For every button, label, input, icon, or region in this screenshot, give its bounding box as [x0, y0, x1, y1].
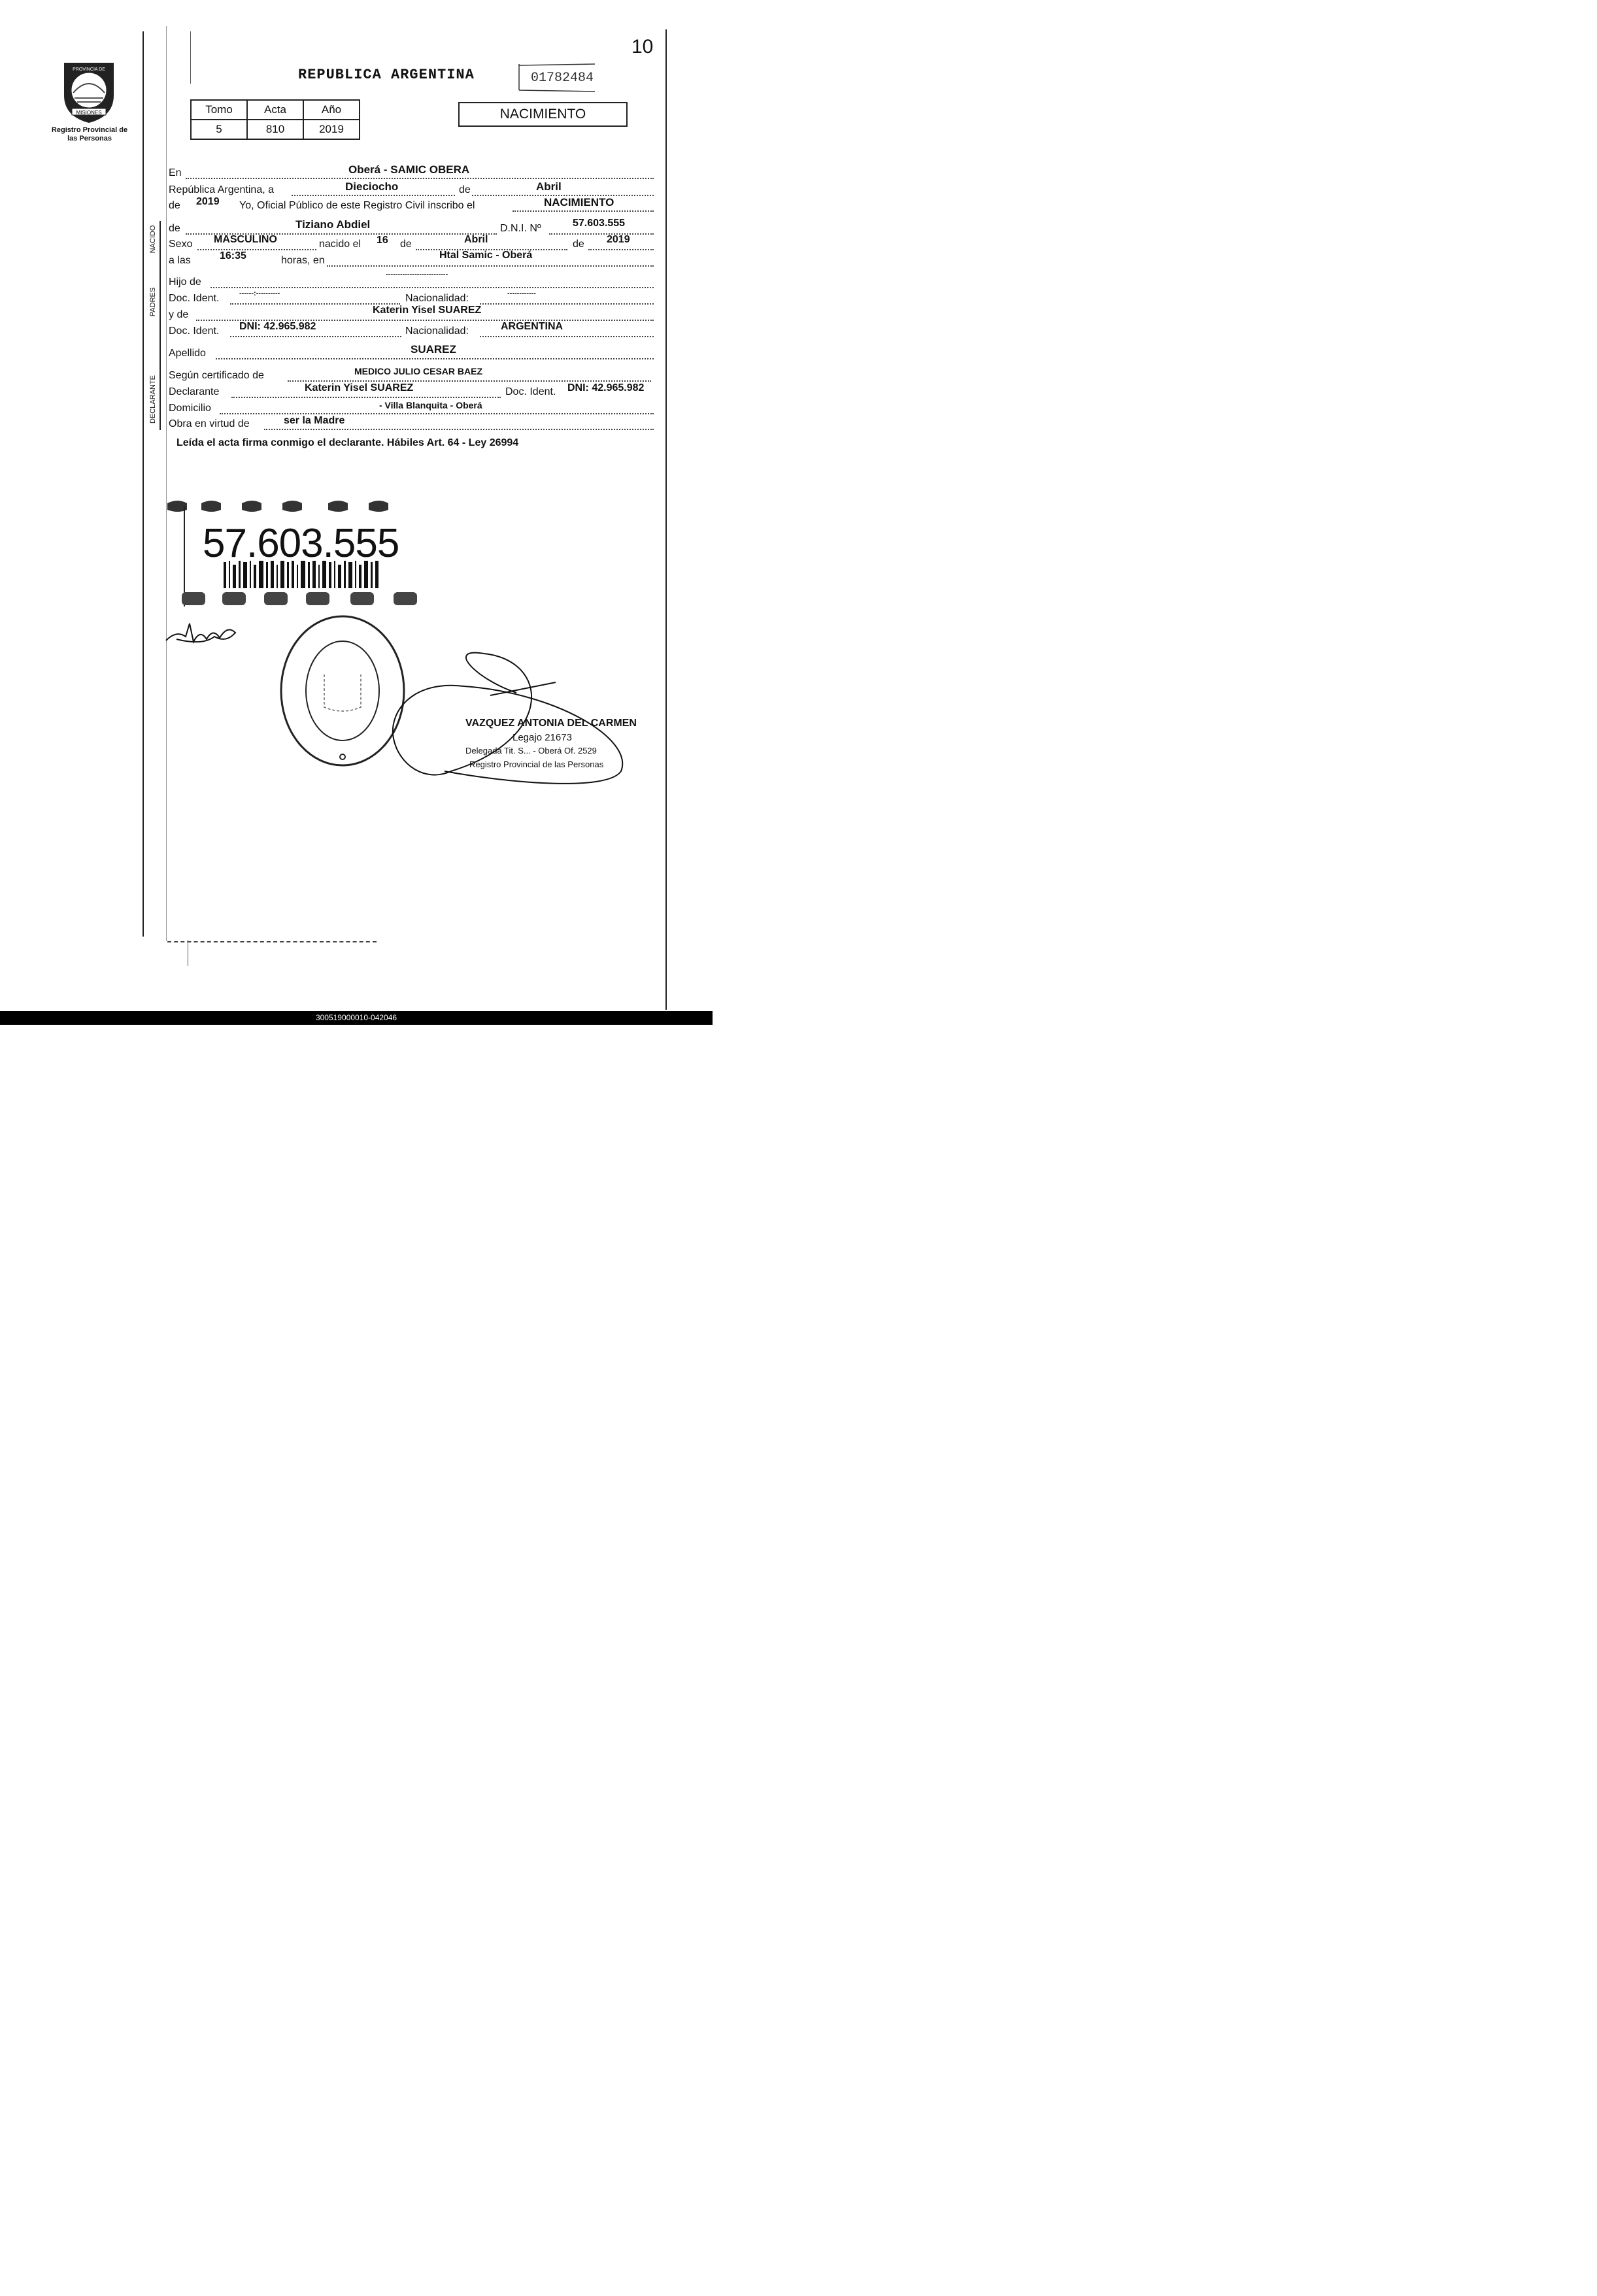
value-nac1: ------------ — [507, 290, 536, 297]
value-mes: Abril — [536, 180, 562, 193]
official-name: VAZQUEZ ANTONIA DEL CARMEN — [465, 718, 637, 729]
label-cert: Según certificado de — [169, 370, 264, 381]
inner-margin-line — [166, 26, 167, 941]
label-decl-doc: Doc. Ident. — [505, 386, 556, 397]
label-domicilio: Domicilio — [169, 403, 211, 414]
barcode-number: 57.603.555 — [203, 521, 399, 566]
logo-ring-text: PROVINCIA DE — [73, 67, 105, 72]
value-declarante: Katerin Yisel SUAREZ — [305, 382, 414, 393]
line-lugar — [327, 265, 654, 267]
value-nombre: Tiziano Abdiel — [295, 218, 371, 231]
label-nac1: Nacionalidad: — [405, 293, 469, 304]
official-legajo: Legajo 21673 — [513, 732, 572, 743]
side-label-declarante: DECLARANTE — [149, 375, 157, 424]
value-en: Oberá - SAMIC OBERA — [348, 163, 470, 176]
label-horas-en: horas, en — [281, 255, 325, 266]
anio-header: Año — [303, 100, 360, 120]
value-lugar: Htal Samic - Oberá — [439, 250, 533, 261]
label-doc1: Doc. Ident. — [169, 293, 220, 304]
value-doc2: DNI: 42.965.982 — [239, 321, 316, 332]
label-nac2: Nacionalidad: — [405, 325, 469, 337]
label-yde: y de — [169, 309, 189, 320]
label-de3: de — [169, 223, 180, 234]
inner-tick — [190, 31, 191, 84]
provincial-logo — [58, 56, 120, 124]
logo-band-text: MISIONES — [76, 110, 102, 116]
line-apellido — [216, 358, 654, 359]
side-label-nacido: NACIDO — [149, 225, 157, 254]
value-nac2: ARGENTINA — [501, 321, 563, 332]
label-de5: de — [573, 239, 584, 250]
official-registro: Registro Provincial de las Personas — [469, 759, 604, 769]
line-hijo — [210, 287, 654, 288]
line-sexo — [197, 249, 316, 250]
value-sexo: MASCULINO — [214, 234, 277, 245]
value-apellido: SUAREZ — [411, 343, 456, 356]
document-type-box: NACIMIENTO — [458, 102, 628, 127]
label-doc2: Doc. Ident. — [169, 325, 220, 337]
label-de2: de — [169, 200, 180, 211]
acta-value: 810 — [247, 120, 303, 139]
line-inscribo — [513, 210, 654, 212]
registry-table — [190, 99, 360, 140]
bottom-dashed-line — [167, 941, 377, 942]
label-de4: de — [400, 239, 412, 250]
right-margin-line — [665, 29, 667, 1010]
value-domicilio: - Villa Blanquita - Oberá — [379, 400, 482, 410]
line-cert — [288, 380, 651, 382]
yo-text: Yo, Oficial Público de este Registro Civil inscribo el — [239, 200, 475, 211]
value-cert: MEDICO JULIO CESAR BAEZ — [354, 366, 483, 376]
value-dia: Dieciocho — [345, 180, 399, 193]
tomo-value: 5 — [191, 120, 247, 139]
side-label-padres: PADRES — [149, 287, 157, 317]
barcode-label — [165, 497, 422, 608]
label-apellido: Apellido — [169, 348, 206, 359]
legal-text: Leída el acta firma conmigo el declarante. Hábiles Art. 64 - Ley 26994 — [177, 437, 519, 448]
logo-label: Registro Provincial de las Personas — [51, 126, 128, 142]
official-cargo: Delegada Tit. S... - Oberá Of. 2529 — [465, 746, 597, 756]
label-alas: a las — [169, 255, 191, 266]
value-nac-dia: 16 — [377, 235, 388, 246]
value-anio: 2019 — [196, 196, 220, 207]
line-doc2 — [230, 336, 401, 337]
value-hijo: -------------------------- — [386, 271, 448, 278]
line-nac2 — [480, 336, 654, 337]
serial-number: 01782484 — [531, 71, 594, 86]
document-title: REPUBLICA ARGENTINA — [298, 67, 475, 83]
side-bar — [160, 221, 161, 430]
line-nac1 — [480, 303, 654, 305]
value-madre: Katerin Yisel SUAREZ — [373, 305, 482, 316]
value-nac-anio: 2019 — [607, 234, 630, 245]
line-declarante — [231, 397, 501, 398]
label-hijo: Hijo de — [169, 276, 201, 288]
label-nacido: nacido el — [319, 239, 361, 250]
label-obra: Obra en virtud de — [169, 418, 250, 429]
line-domicilio — [220, 413, 654, 414]
value-obra: ser la Madre — [284, 415, 345, 426]
line-obra — [264, 429, 654, 430]
label-republica: República Argentina, a — [169, 184, 274, 195]
value-nac-mes: Abril — [464, 234, 488, 245]
label-de1: de — [459, 184, 471, 195]
label-declarante: Declarante — [169, 386, 220, 397]
line-dni — [549, 233, 654, 235]
line-en — [186, 178, 654, 179]
label-dni: D.N.I. Nº — [500, 223, 541, 234]
declarant-signature — [163, 617, 242, 647]
tomo-header: Tomo — [191, 100, 247, 120]
footer-code: 300519000010-042046 — [0, 1011, 713, 1025]
value-decl-doc: DNI: 42.965.982 — [567, 382, 645, 393]
line-dia — [292, 195, 455, 196]
value-doc1: ------:---------- — [239, 290, 280, 297]
left-margin-line — [143, 31, 144, 937]
line-nac-anio — [588, 249, 654, 250]
value-hora: 16:35 — [220, 250, 246, 261]
acta-header: Acta — [247, 100, 303, 120]
anio-value: 2019 — [303, 120, 360, 139]
value-inscribo: NACIMIENTO — [544, 196, 614, 208]
value-dni: 57.603.555 — [573, 218, 626, 229]
serial-number-box — [518, 61, 596, 93]
label-en: En — [169, 167, 182, 178]
label-sexo: Sexo — [169, 239, 193, 250]
page-number: 10 — [631, 36, 654, 58]
